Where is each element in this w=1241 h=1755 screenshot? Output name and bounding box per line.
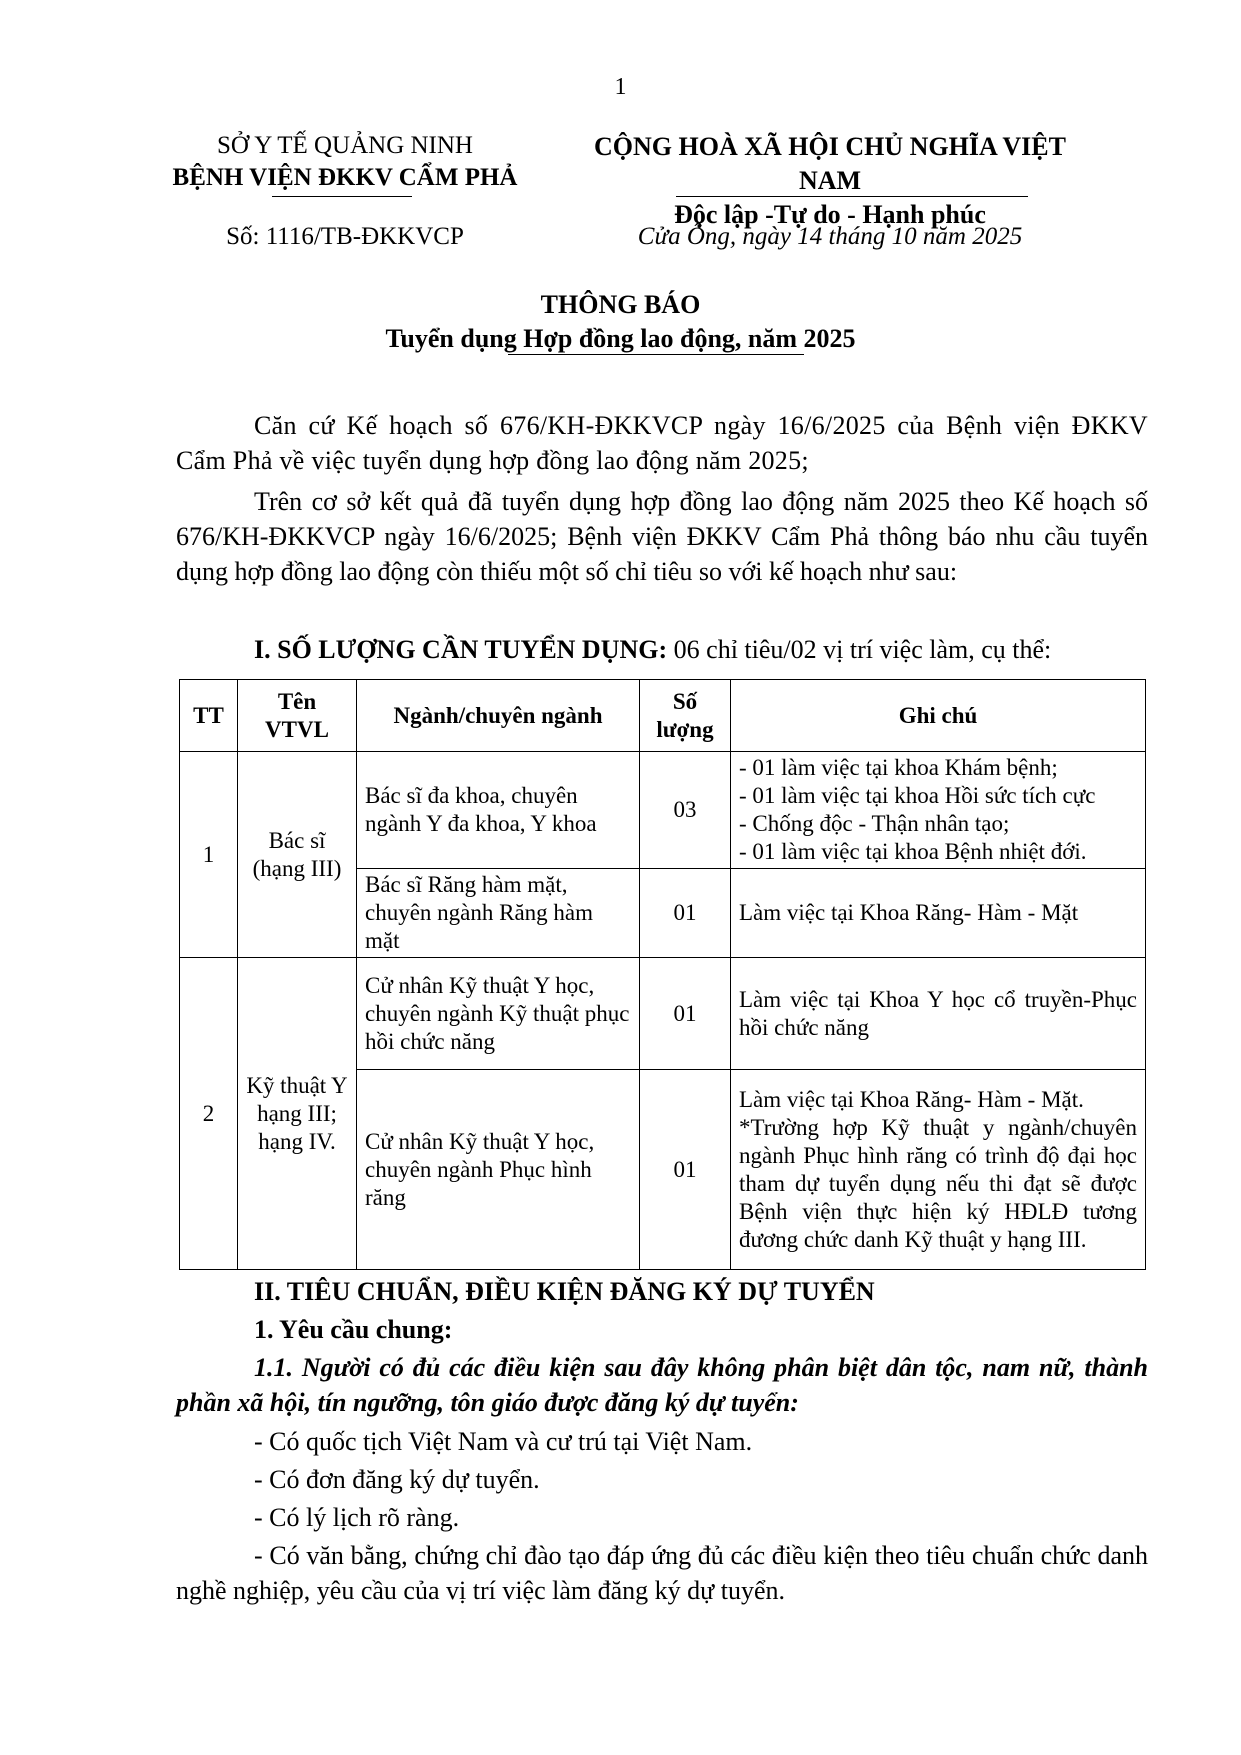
- requirement-item: - Có quốc tịch Việt Nam và cư trú tại Việt Nam.: [254, 1427, 753, 1456]
- row-2-note: Làm việc tại Khoa Răng- Hàm - Mặt: [731, 869, 1146, 958]
- header-quantity: [640, 680, 731, 752]
- title-sub: Tuyển dụng Hợp đồng lao động, năm 2025: [385, 324, 856, 353]
- document-title: [0, 288, 1241, 356]
- group-1-tt: 1: [180, 752, 238, 958]
- header-position: [238, 680, 357, 752]
- row-4-note-line-2: *Trường hợp Kỹ thuật y ngành/chuyên ngành Phục hình răng có trình độ đại học tham dự tuyển dụng nếu thi đạt sẽ được Bệnh viện thực hiện ký HĐLĐ tương đương chức danh Kỹ thuật y hạng III.: [739, 1114, 1137, 1252]
- header-quantity-line-2: lượng: [656, 716, 714, 742]
- row-1-major: Bác sĩ đa khoa, chuyên ngành Y đa khoa, Y khoa: [357, 752, 640, 869]
- agency-name: SỞ Y TẾ QUẢNG NINH: [216, 132, 473, 159]
- row-2-major: Bác sĩ Răng hàm mặt, chuyên ngành Răng hàm mặt: [357, 869, 640, 958]
- intro-paragraph-2: Trên cơ sở kết quả đã tuyển dụng hợp đồng lao động năm 2025 theo Kế hoạch số 676/KH-ĐKKVCP ngày 16/6/2025; Bệnh viện ĐKKV Cẩm Phả thông báo nhu cầu tuyển dụng hợp đồng lao động còn thiếu một số chỉ tiêu so với kế hoạch như sau:: [176, 487, 1148, 586]
- national-motto: Độc lập -Tự do - Hạnh phúc: [674, 200, 986, 229]
- header-major: Ngành/chuyên ngành: [357, 680, 640, 752]
- row-4-note: [731, 1070, 1146, 1270]
- header-note: Ghi chú: [731, 680, 1146, 752]
- row-1-note: [731, 752, 1146, 869]
- row-3-major: Cử nhân Kỹ thuật Y học, chuyên ngành Kỹ thuật phục hồi chức năng: [357, 958, 640, 1070]
- motto-underline: [676, 196, 1028, 197]
- row-1-note-line: - 01 làm việc tại khoa Bệnh nhiệt đới.: [739, 839, 1087, 864]
- section-2-heading: II. TIÊU CHUẨN, ĐIỀU KIỆN ĐĂNG KÝ DỰ TUYỂN: [254, 1277, 875, 1306]
- section-1-summary: 06 chỉ tiêu/02 vị trí việc làm, cụ thể:: [667, 635, 1052, 664]
- group-1-position-line-2: (hạng III): [252, 855, 342, 881]
- requirement-item: - Có lý lịch rõ ràng.: [254, 1503, 460, 1532]
- group-1-position-line-1: Bác sĩ: [268, 827, 326, 853]
- header-position-line-2: VTVL: [265, 716, 329, 742]
- section-2-subsection-1-1: 1.1. Người có đủ các điều kiện sau đây không phân biệt dân tộc, nam nữ, thành phần xã hội, tín ngưỡng, tôn giáo được đăng ký dự tuyển:: [176, 1353, 1148, 1417]
- group-1-position: [238, 752, 357, 958]
- table-header-row: [180, 680, 1146, 752]
- row-4-quantity: 01: [640, 1070, 731, 1270]
- requirement-item: - Có đơn đăng ký dự tuyển.: [254, 1465, 540, 1494]
- intro-paragraph-1: Căn cứ Kế hoạch số 676/KH-ĐKKVCP ngày 16/6/2025 của Bệnh viện ĐKKV Cẩm Phả về việc tuyển dụng hợp đồng lao động năm 2025;: [176, 411, 1148, 475]
- row-1-note-line: - 01 làm việc tại khoa Khám bệnh;: [739, 755, 1058, 780]
- section-1-title: I. SỐ LƯỢNG CẦN TUYỂN DỤNG:: [254, 635, 668, 664]
- group-2-tt: 2: [180, 958, 238, 1270]
- nation-name: CỘNG HOÀ XÃ HỘI CHỦ NGHĨA VIỆT NAM: [594, 132, 1066, 195]
- issuing-agency-block: [150, 130, 540, 194]
- group-2-position: Kỹ thuật Y hạng III; hạng IV.: [238, 958, 357, 1270]
- row-2-quantity: 01: [640, 869, 731, 958]
- recruitment-table: [179, 679, 1146, 1270]
- header-tt: TT: [180, 680, 238, 752]
- document-number: Số: 1116/TB-ĐKKVCP: [226, 223, 464, 250]
- table-row: [180, 752, 1146, 869]
- title-main: THÔNG BÁO: [540, 290, 701, 319]
- section-1-heading: [254, 632, 1154, 667]
- row-3-quantity: 01: [640, 958, 731, 1070]
- table-row: [180, 958, 1146, 1070]
- place-date: Cửa Ông, ngày 14 tháng 10 năm 2025: [637, 223, 1023, 250]
- row-1-quantity: 03: [640, 752, 731, 869]
- requirement-item: - Có văn bằng, chứng chỉ đào tạo đáp ứng đủ các điều kiện theo tiêu chuẩn chức danh nghề nghiệp, yêu cầu của vị trí việc làm đăng ký dự tuyển.: [176, 1541, 1148, 1605]
- header-position-line-1: Tên: [277, 688, 317, 714]
- agency-underline: [272, 196, 412, 197]
- row-1-note-line: - 01 làm việc tại khoa Hồi sức tích cực: [739, 783, 1096, 808]
- row-4-major: Cử nhân Kỹ thuật Y học, chuyên ngành Phục hình răng: [357, 1070, 640, 1270]
- row-1-note-line: - Chống độc - Thận nhân tạo;: [739, 811, 1010, 836]
- national-title-block: [560, 130, 1100, 232]
- section-2-subheading: 1. Yêu cầu chung:: [254, 1315, 453, 1344]
- row-3-note: Làm việc tại Khoa Y học cổ truyền-Phục hồi chức năng: [731, 958, 1146, 1070]
- header-quantity-line-1: Số: [672, 688, 698, 714]
- hospital-name: BỆNH VIỆN ĐKKV CẨM PHẢ: [172, 164, 518, 191]
- row-4-note-line-1: Làm việc tại Khoa Răng- Hàm - Mặt.: [739, 1086, 1084, 1112]
- page-number: 1: [614, 74, 627, 100]
- title-underline: [508, 354, 804, 355]
